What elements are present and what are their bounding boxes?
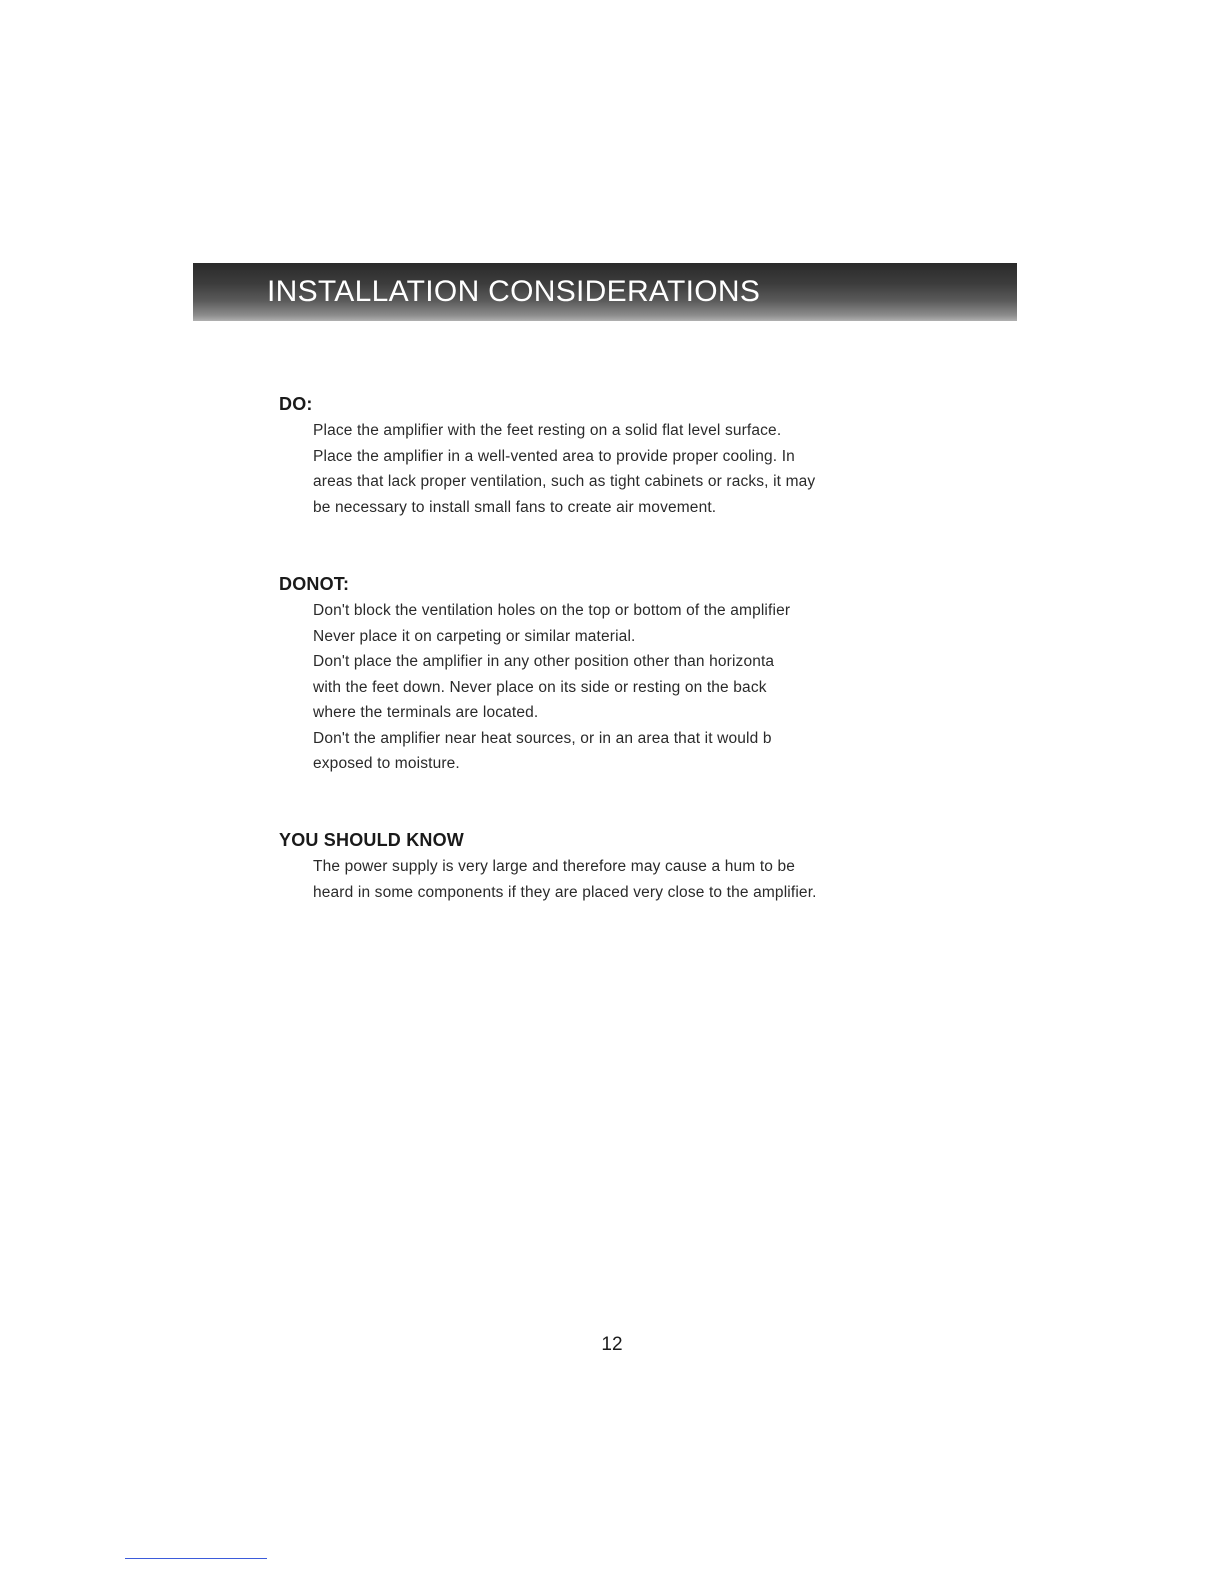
- do-heading: DO:: [279, 394, 313, 414]
- donot-line: Never place it on carpeting or similar material.: [313, 627, 636, 645]
- donot-line: Don't the amplifier near heat sources, or in an area that it would b: [313, 729, 772, 747]
- donot-line: Don't block the ventilation holes on the top or bottom of the amplifier: [313, 602, 791, 619]
- do-list: [313, 418, 815, 520]
- you-should-know-heading: YOU SHOULD KNOW: [279, 830, 464, 850]
- donot-line: where the terminals are located.: [313, 704, 539, 721]
- do-line: Place the amplifier in a well-vented area to provide proper cooling. In: [313, 447, 795, 465]
- do-line: areas that lack proper ventilation, such as tight cabinets or racks, it may: [313, 473, 816, 490]
- do-line: be necessary to install small fans to create air movement.: [313, 498, 717, 516]
- donot-line: exposed to moisture.: [313, 755, 460, 772]
- section-title-banner: [193, 263, 1017, 321]
- know-line: The power supply is very large and therefore may cause a hum to be: [313, 858, 796, 875]
- footer-rule: [125, 1558, 267, 1559]
- you-should-know-text: [313, 854, 817, 905]
- donot-heading: DONOT:: [279, 574, 350, 594]
- page-title: INSTALLATION CONSIDERATIONS: [267, 275, 761, 308]
- donot-list: [313, 598, 790, 777]
- page-number: 12: [601, 1334, 623, 1355]
- know-line: heard in some components if they are placed very close to the amplifier.: [313, 883, 817, 901]
- donot-line: Don't place the amplifier in any other position other than horizonta: [313, 653, 775, 670]
- donot-line: with the feet down. Never place on its side or resting on the back: [313, 678, 767, 696]
- do-line: Place the amplifier with the feet resting on a solid flat level surface.: [313, 422, 782, 439]
